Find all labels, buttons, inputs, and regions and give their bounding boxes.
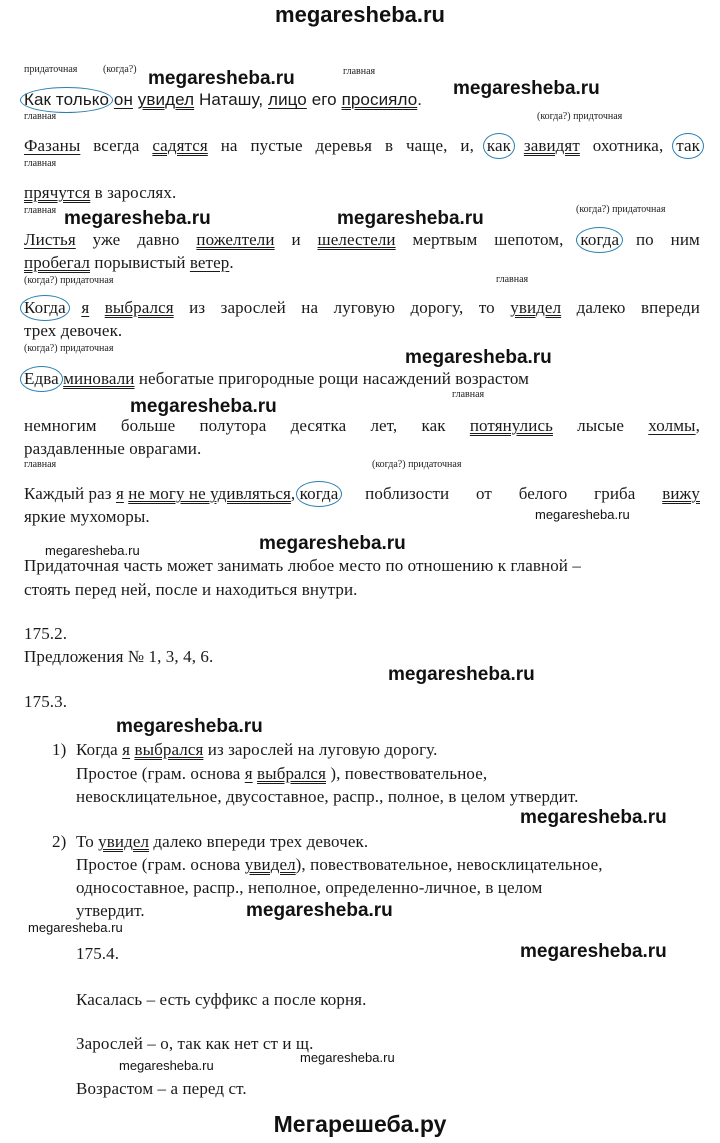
watermark-small: megaresheba.ru [28,920,123,935]
text: полутора [199,416,267,435]
label-when: (когда?) [103,64,137,75]
text: уже [92,230,121,249]
predicate: не могу не удивляться [128,484,291,503]
text: как [421,416,446,435]
text: всегда [93,136,140,155]
task-number: 175.4. [76,944,120,963]
watermark: megaresheba.ru [337,208,484,229]
predicate: увидел [98,832,150,851]
watermark: megaresheba.ru [246,900,393,921]
watermark-small: megaresheba.ru [119,1058,214,1073]
conjunction-circled: как [486,136,511,155]
label-when-subordinate: (когда?) придаточная [576,204,666,215]
text: впереди [641,298,700,317]
predicate: потянулись [469,416,553,435]
text: мертвым [412,230,478,249]
predicate: выбрался [104,298,174,317]
subject: я [122,740,131,759]
text: дорогу, [410,298,464,317]
subject: Фазаны [24,136,81,155]
sentence-5-line-1 [24,369,529,389]
watermark: megaresheba.ru [116,716,263,737]
predicate: увидел [510,298,562,317]
item-1-desc-2: невосклицательное, двусоставное, распр., полное, в целом утвердит. [76,787,579,806]
task-answer: Предложения № 1, 3, 4, 6. [24,647,214,666]
text: шепотом, [494,230,564,249]
text: . [229,253,234,272]
sentence-6-line-1: Каждый раз я не могу не удивляться, когда поблизости от белого гриба вижу [24,484,700,503]
text: ним [670,230,700,249]
conjunction-circled: когда [299,484,339,503]
label-main: главная [343,66,376,77]
predicate: просияло [341,90,418,109]
sentence-5-line-2: немногим больше полутора десятка лет, как потянулись лысые холмы, [24,416,700,435]
conjunction-circled: так [676,136,700,155]
label-when-subordinate: (когда?) придточная [537,111,623,122]
text: на [220,136,238,155]
sentence-2-line-2 [24,183,176,203]
watermark: megaresheba.ru [388,664,535,685]
subject: ветер [189,253,230,272]
text: в [384,136,394,155]
text: десятка [290,416,347,435]
text: порывистый [90,253,190,272]
task-number: 175.2. [24,624,68,643]
text: охотника, [592,136,664,155]
text: белого [518,484,568,503]
list-item-number: 2) [52,832,67,851]
predicate: вижу [662,484,700,503]
watermark-small: megaresheba.ru [535,507,630,522]
text: давно [137,230,180,249]
label-when-subordinate: (когда?) придаточная [24,275,114,286]
label-main: главная [24,158,57,169]
task-number: 175.3. [24,692,68,711]
text: и, [460,136,474,155]
watermark: megaresheba.ru [520,807,667,828]
sentence-4-line-2: трех девочек. [24,321,123,340]
predicate: шелестели [317,230,396,249]
sentence-5-line-3: раздавленные оврагами. [24,439,202,458]
conjunction-circled: Как только [24,90,110,109]
subject: я [115,484,124,503]
predicate: увидел [137,90,195,109]
item-1-sentence: Когда я выбрался из зарослей на луговую дорогу. [76,740,438,759]
predicate: садятся [152,136,208,155]
watermark: megaresheba.ru [148,68,295,89]
text: по [635,230,654,249]
item-2-sentence: То увидел далеко впереди трех девочек. [76,832,369,851]
sentence-3-line-1 [24,230,700,250]
subject: холмы [648,416,696,435]
watermark: megaresheba.ru [64,208,211,229]
watermark: megaresheba.ru [130,396,277,417]
watermark: megaresheba.ru [520,941,667,962]
text: в зарослях. [90,183,177,202]
text: лысые [577,416,625,435]
text: деревья [315,136,373,155]
subject: он [113,90,133,109]
label-when-subordinate: (когда?) придаточная [24,343,114,354]
label-main: главная [452,389,485,400]
text: зарослей [220,298,286,317]
text: пустые [250,136,303,155]
item-2-desc-2: односоставное, распр., неполное, определенно-личное, в целом [76,878,543,897]
predicate: завидят [523,136,580,155]
predicate: миновали [63,369,135,388]
predicate: выбрался [134,740,204,759]
conjunction-circled: Едва [24,369,59,388]
watermark: megaresheba.ru [453,78,600,99]
sentence-3-line-2 [24,253,234,273]
text: на [301,298,319,317]
sentence-1 [24,90,422,110]
text: от [476,484,492,503]
text: Каждый раз [24,484,116,503]
sentence-6-line-2: яркие мухоморы. [24,507,150,526]
text: то [478,298,495,317]
task-answer-line: Зарослей – о, так как нет ст и щ. [76,1034,314,1053]
label-subordinate: придаточная [24,64,78,75]
conclusion-line-2: стоять перед ней, после и находиться внутри. [24,580,358,599]
label-main: главная [496,274,529,285]
text: немногим [24,416,97,435]
subject: лицо [268,90,307,109]
item-1-desc-1: Простое (грам. основа я выбрался ), повествовательное, [76,764,488,783]
predicate: выбрался [257,764,326,783]
conclusion-line-1: Придаточная часть может занимать любое место по отношению к главной – [24,556,581,575]
text: чаще, [406,136,448,155]
sentence-2-line-1 [24,136,700,156]
predicate: увидел [244,855,296,874]
subject: я [244,764,253,783]
predicate: пробегал [24,253,91,272]
watermark-small: megaresheba.ru [300,1050,395,1065]
conjunction-circled: Когда [24,298,66,317]
label-main: главная [24,111,57,122]
item-2-desc-1: Простое (грам. основа увидел), повествовательное, невосклицательное, [76,855,603,874]
list-item-number: 1) [52,740,67,759]
text: лет, [370,416,398,435]
sentence-4-line-1 [24,298,700,318]
predicate: прячутся [24,183,91,202]
task-answer-line: Касалась – есть суффикс а после корня. [76,990,367,1009]
task-answer-line: Возрастом – а перед ст. [76,1079,247,1098]
watermark-small: megaresheba.ru [45,543,140,558]
subject: я [81,298,90,317]
predicate: пожелтели [196,230,275,249]
text: небогатые пригородные рощи насаждений возрастом [134,369,530,388]
label-main: главная [24,459,57,470]
text: его [306,90,342,109]
text: гриба [594,484,636,503]
text: . [417,90,423,109]
text: из [189,298,206,317]
item-2-desc-3: утвердит. [76,901,145,920]
text: далеко [576,298,626,317]
watermark: megaresheba.ru [259,533,406,554]
label-main: главная [24,205,57,216]
text: и [291,230,301,249]
conjunction-circled: когда [580,230,620,249]
text: поблизости [365,484,450,503]
footer-watermark: Мегарешеба.ру [273,1111,447,1137]
subject: Листья [24,230,76,249]
watermark: megaresheba.ru [405,347,552,368]
text: луговую [333,298,396,317]
text: Наташу, [194,90,269,109]
header-watermark: megaresheba.ru [275,2,445,27]
text: больше [120,416,176,435]
label-when-subordinate: (когда?) придаточная [372,459,462,470]
